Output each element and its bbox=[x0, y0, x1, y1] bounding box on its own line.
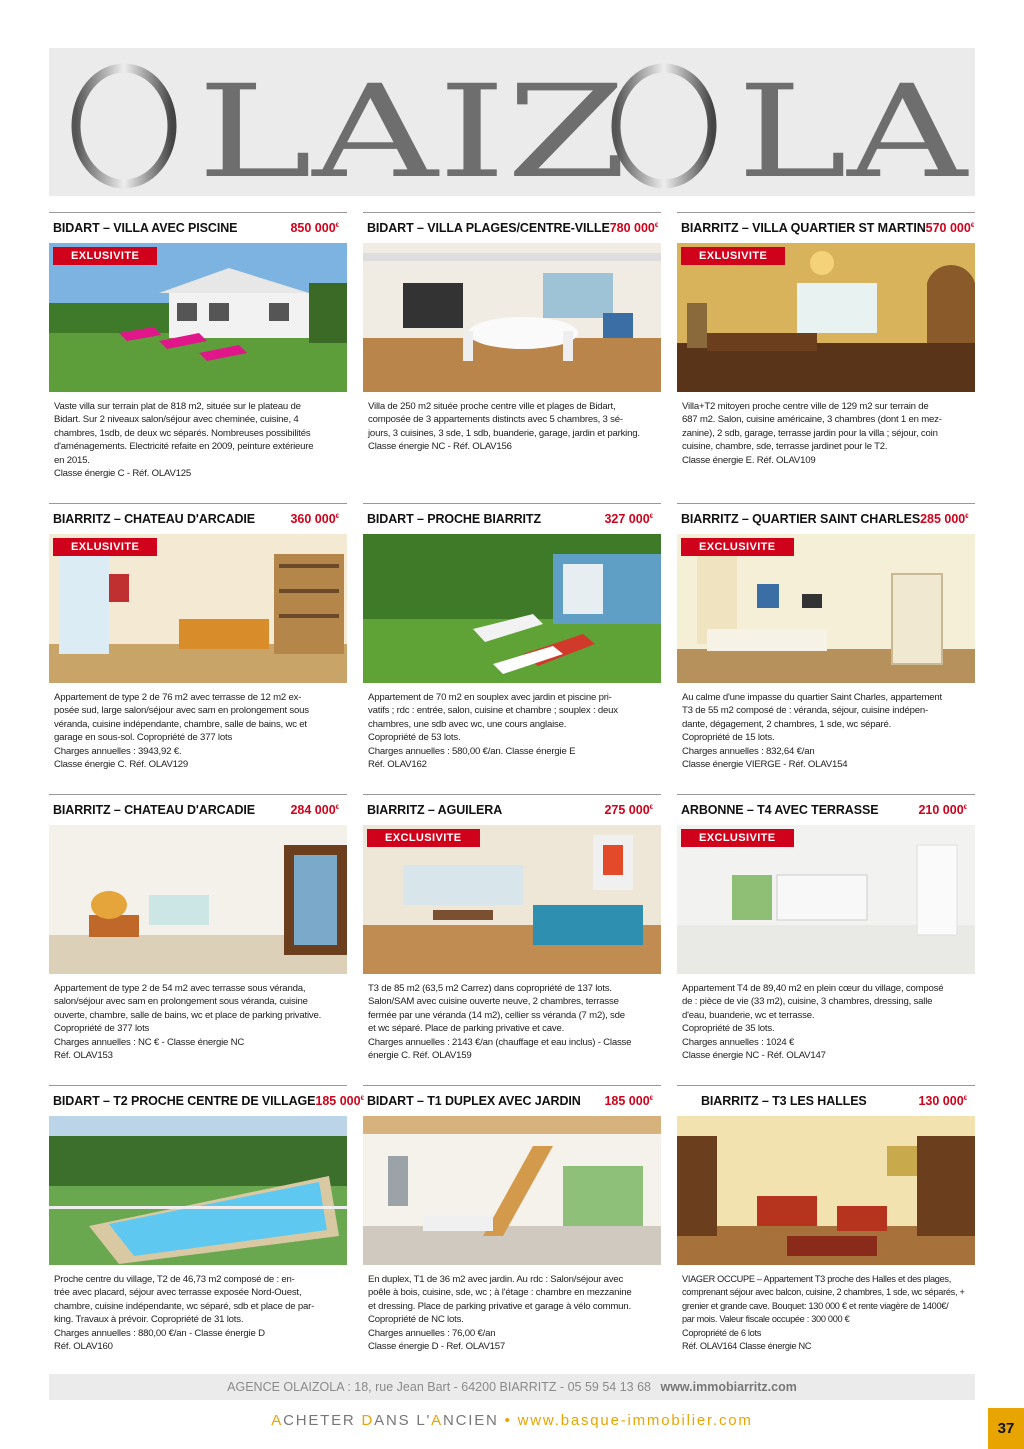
listing-title: BIDART – VILLA AVEC PISCINE bbox=[53, 220, 238, 235]
listing-header bbox=[49, 1085, 364, 1115]
listing-header bbox=[363, 1085, 661, 1115]
listing-photo[interactable] bbox=[49, 825, 347, 974]
listing-card[interactable] bbox=[49, 1085, 364, 1373]
listing-description: Appartement de 70 m2 en souplex avec jardin et piscine pri- vatifs ; rdc : entrée, salon, cuisine et chambre ; souplex : deux chambres, une sdb avec wc, une cours anglaise. Copropriété de 53 lots. Charges annuelles : 580,00 €/an. Classe énergie E Réf. OLAV162 bbox=[368, 692, 618, 771]
listing-header bbox=[677, 212, 975, 242]
listing-photo[interactable] bbox=[363, 243, 661, 392]
listing-title: BIARRITZ – QUARTIER SAINT CHARLES bbox=[681, 511, 921, 526]
magazine-title: ACHETER DANS L'ANCIEN • www.basque-immobilier.com bbox=[271, 1412, 753, 1429]
listing-photo[interactable] bbox=[49, 534, 347, 683]
listing-card[interactable] bbox=[363, 212, 661, 500]
agency-contact-bar bbox=[49, 1374, 975, 1400]
listing-card[interactable] bbox=[49, 503, 347, 791]
logo-banner bbox=[49, 48, 975, 207]
listing-description: En duplex, T1 de 36 m2 avec jardin. Au rdc : Salon/séjour avec poêle à bois, cuisine, sde, wc ; à l'étage : chambre en mezzanine et dressing. Place de parking privative et garage à vélo commun. Copropriété de NC lots. Charges annuelles : 76,00 €/an Classe énergie D - Ref. OLAV157 bbox=[368, 1274, 632, 1353]
listing-photo[interactable] bbox=[677, 1116, 975, 1265]
listing-header bbox=[49, 794, 347, 824]
listing-price: 185 000€ bbox=[604, 1093, 653, 1108]
listing-photo[interactable] bbox=[363, 825, 661, 974]
listing-description: Appartement de type 2 de 54 m2 avec terrasse sous véranda, salon/séjour avec sam en prolongement sous véranda, cuisine ouverte, chambre, salle de bains, wc et place de parking privative. Copropriété de 377 lots Charges annuelles : NC € - Classe énergie NC Réf. OLAV153 bbox=[54, 983, 322, 1062]
listing-card[interactable] bbox=[363, 503, 661, 791]
listing-header bbox=[363, 503, 661, 533]
listing-price: 275 000€ bbox=[604, 802, 653, 817]
listing-photo[interactable] bbox=[677, 534, 975, 683]
listing-title: BIARRITZ – T3 LES HALLES bbox=[701, 1093, 867, 1108]
listing-price: 285 000€ bbox=[920, 511, 969, 526]
listing-card[interactable] bbox=[49, 794, 347, 1082]
exclusive-badge: EXLUSIVITE bbox=[53, 247, 157, 265]
listing-title: BIDART – VILLA PLAGES/CENTRE-VILLE bbox=[367, 220, 610, 235]
listing-grid bbox=[49, 212, 975, 1364]
listing-description: T3 de 85 m2 (63,5 m2 Carrez) dans copropriété de 137 lots. Salon/SAM avec cuisine ouverte neuve, 2 chambres, terrasse fermée par une véranda (14 m2), cellier ss véranda (7 m2), sde et wc séparé. Place de parking privative et cave. Charges annuelles : 2143 €/an (chauffage et eau inclus) - Classe énergie C. Réf. OLAV159 bbox=[368, 983, 632, 1062]
listing-price: 284 000€ bbox=[290, 802, 339, 817]
listing-title: BIARRITZ – AGUILERA bbox=[367, 802, 503, 817]
listing-description: Proche centre du village, T2 de 46,73 m2 composé de : en- trée avec placard, séjour avec terrasse exposée Nord-Ouest, chambre, cuisine indépendante, wc séparé, sdb et place de par- king. Travaux à prévoir. Copropriété de 31 lots. Charges annuelles : 880,00 €/an - Classe énergie D Réf. OLAV160 bbox=[54, 1274, 315, 1353]
logo-letters-laiz: LAIZ bbox=[197, 58, 627, 207]
listing-title: BIARRITZ – CHATEAU D'ARCADIE bbox=[53, 802, 256, 817]
listing-photo[interactable] bbox=[363, 1116, 661, 1265]
listing-title: BIDART – T2 PROCHE CENTRE DE VILLAGE bbox=[53, 1093, 316, 1108]
listing-header bbox=[677, 503, 975, 533]
listing-description: Appartement de type 2 de 76 m2 avec terrasse de 12 m2 ex- posée sud, large salon/séjour avec sam en prolongement sous véranda, cuisine indépendante, chambre, salle de bains, wc et garage en sous-sol. Copropriété de 377 lots Charges annuelles : 3943,92 €. Classe énergie C. Réf. OLAV129 bbox=[54, 692, 309, 771]
listing-header bbox=[363, 794, 661, 824]
page-footer bbox=[0, 1408, 1024, 1449]
olaizola-logo bbox=[49, 48, 975, 207]
listing-description: Au calme d'une impasse du quartier Saint Charles, appartement T3 de 55 m2 composé de : véranda, séjour, cuisine indépen- dante, dégagement, 2 chambres, 1 sde, wc séparé. Copropriété de 15 lots. Charges annuelles : 832,64 €/an Classe énergie VIERGE - Réf. OLAV154 bbox=[682, 692, 943, 771]
listing-price: 130 000€ bbox=[918, 1093, 967, 1108]
magazine-website-link[interactable]: www.basque-immobilier.com bbox=[517, 1412, 753, 1429]
listing-header bbox=[677, 1085, 975, 1115]
logo-letter-o bbox=[76, 68, 172, 184]
listing-price: 850 000€ bbox=[290, 220, 339, 235]
listing-header bbox=[677, 794, 975, 824]
listing-card[interactable] bbox=[677, 503, 975, 791]
listing-title: BIARRITZ – VILLA QUARTIER ST MARTIN bbox=[681, 220, 926, 235]
listing-price: 185 000€ bbox=[315, 1093, 364, 1108]
agency-website-link[interactable]: www.immobiarritz.com bbox=[660, 1380, 797, 1394]
listing-card[interactable] bbox=[677, 212, 975, 500]
agency-address: AGENCE OLAIZOLA : 18, rue Jean Bart - 64200 BIARRITZ - 05 59 54 13 68 bbox=[227, 1380, 651, 1394]
listing-card[interactable] bbox=[49, 212, 347, 500]
exclusive-badge: EXCLUSIVITE bbox=[681, 829, 794, 847]
listing-title: ARBONNE – T4 AVEC TERRASSE bbox=[681, 802, 879, 817]
listing-photo[interactable] bbox=[677, 825, 975, 974]
listing-card[interactable] bbox=[363, 794, 661, 1082]
listing-photo[interactable] bbox=[49, 1116, 347, 1265]
exclusive-badge: EXCLUSIVITE bbox=[367, 829, 480, 847]
listing-price: 327 000€ bbox=[604, 511, 653, 526]
listing-title: BIARRITZ – CHATEAU D'ARCADIE bbox=[53, 511, 256, 526]
listing-header bbox=[49, 503, 347, 533]
listing-price: 360 000€ bbox=[290, 511, 339, 526]
listing-card[interactable] bbox=[677, 794, 975, 1082]
listing-price: 570 000€ bbox=[925, 220, 975, 235]
exclusive-badge: EXCLUSIVITE bbox=[681, 538, 794, 556]
exclusive-badge: EXLUSIVITE bbox=[681, 247, 785, 265]
listing-price: 210 000€ bbox=[918, 802, 967, 817]
listing-price: 780 000€ bbox=[609, 220, 659, 235]
listing-card[interactable] bbox=[363, 1085, 661, 1373]
listing-photo[interactable] bbox=[677, 243, 975, 392]
listing-photo[interactable] bbox=[363, 534, 661, 683]
listing-description: Vaste villa sur terrain plat de 818 m2, située sur le plateau de Bidart. Sur 2 niveaux salon/séjour avec cheminée, cuisine, 4 chambres, 1sdb, de deux wc séparés. Nombreuses possibilités d'aménagements. Electricité refaite en 2009, peinture extérieure en 2015. Classe énergie C - Réf. OLAV125 bbox=[54, 401, 314, 480]
page-number: 37 bbox=[988, 1408, 1024, 1449]
listing-description: Appartement T4 de 89,40 m2 en plein cœur du village, composé de : pièce de vie (33 m2), cuisine, 3 chambres, dressing, salle d'eau, buanderie, wc et terrasse. Copropriété de 35 lots. Charges annuelles : 1024 € Classe énergie NC - Réf. OLAV147 bbox=[682, 983, 944, 1062]
listing-header bbox=[49, 212, 347, 242]
listing-description: Villa de 250 m2 située proche centre ville et plages de Bidart, composée de 3 appartements distincts avec 5 chambres, 3 sé- jours, 3 cuisines, 3 sde, 1 sdb, buanderie, garage, jardin et parking. Classe énergie NC - Réf. OLAV156 bbox=[368, 401, 640, 453]
listing-header bbox=[363, 212, 661, 242]
logo-letter-o-2 bbox=[616, 68, 712, 184]
listing-description: VIAGER OCCUPE – Appartement T3 proche des Halles et des plages, comprenant séjour avec balcon, cuisine, 2 chambres, 1 sde, wc séparés, + grenier et grande cave. Bouquet: 130 000 € et rente viagère de 1400€/ par mois. Valeur fiscale occupée : 300 000 € Copropriété de 6 lots Réf. OLAV164 Classe énergie NC bbox=[682, 1274, 965, 1352]
logo-letters-la: LA bbox=[737, 58, 970, 207]
listing-description: Villa+T2 mitoyen proche centre ville de 129 m2 sur terrain de 687 m2. Salon, cuisine américaine, 3 chambres (dont 1 en mez- zanine), 2 sdb, garage, terrasse jardin pour la villa ; séjour, coin cuisine, chambre, sde, terrasse jardinet pour le T2. Classe énergie E. Réf. OLAV109 bbox=[682, 401, 942, 466]
exclusive-badge: EXLUSIVITE bbox=[53, 538, 157, 556]
listing-title: BIDART – PROCHE BIARRITZ bbox=[367, 511, 541, 526]
listing-photo[interactable] bbox=[49, 243, 347, 392]
listing-title: BIDART – T1 DUPLEX AVEC JARDIN bbox=[367, 1093, 581, 1108]
listing-card[interactable] bbox=[677, 1085, 975, 1373]
